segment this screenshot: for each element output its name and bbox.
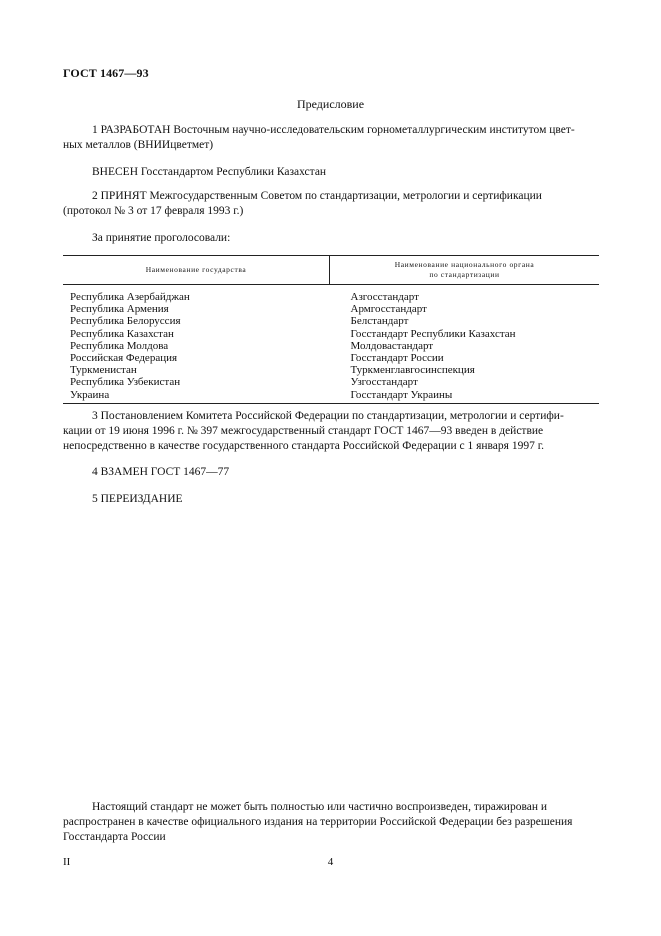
national-body-cell: Азгосстандарт <box>350 291 419 303</box>
state-name-cell: Республика Узбекистан <box>70 376 181 389</box>
copyright-notice-line2: распространен в качестве официального издания на территории Российской Федерации без разрешения <box>63 816 573 828</box>
national-body-cell: Узгосстандарт <box>350 376 418 389</box>
table-body <box>63 285 599 404</box>
table-row <box>63 328 599 340</box>
state-name-cell: Российская Федерация <box>70 352 178 365</box>
state-name-cell: Республика Казахстан <box>70 327 174 340</box>
paragraph-adopted-line2: (протокол № 3 от 17 февраля 1993 г.) <box>63 205 244 217</box>
table-row <box>63 389 599 404</box>
column-header-national-body-line1: Наименование национального органа <box>394 260 535 269</box>
state-name-cell: Республика Молдова <box>70 339 169 352</box>
state-name-cell: Туркменистан <box>70 364 137 377</box>
paragraph-voted: За принятие проголосовали: <box>92 232 231 244</box>
table-row <box>63 315 599 327</box>
paragraph-developed <box>63 123 599 153</box>
paragraph-resolution-line2: кации от 19 июня 1996 г. № 397 межгосударственный стандарт ГОСТ 1467—93 введен в действие <box>63 425 544 437</box>
paragraph-resolution-line1: 3 Постановлением Комитета Российской Федерации по стандартизации, метрологии и сертифи- <box>92 410 564 422</box>
page-number: 4 <box>327 856 334 868</box>
foreword-title: Предисловие <box>296 97 365 111</box>
paragraph-adopted <box>63 189 599 219</box>
paragraph-developed-line1: 1 РАЗРАБОТАН Восточным научно-исследовательским горнометаллургическим институтом цвет- <box>92 124 575 136</box>
table-header-row <box>63 256 599 285</box>
national-body-cell: Молдовастандарт <box>350 339 434 352</box>
national-body-cell: Госстандарт России <box>350 352 444 365</box>
table-row <box>63 376 599 388</box>
table-row <box>63 352 599 364</box>
state-name-cell: Республика Белоруссия <box>70 315 181 328</box>
paragraph-resolution <box>63 409 599 454</box>
state-name-cell: Республика Азербайджан <box>70 291 190 303</box>
table-row <box>63 285 599 304</box>
column-header-national-body-line2: по стандартизации <box>429 270 500 279</box>
table-row <box>63 303 599 315</box>
national-body-cell: Белстандарт <box>350 315 409 328</box>
table-row <box>63 340 599 352</box>
column-header-state: Наименование государства <box>63 256 330 285</box>
paragraph-adopted-line1: 2 ПРИНЯТ Межгосударственным Советом по стандартизации, метрологии и сертификации <box>92 190 542 202</box>
copyright-notice <box>63 800 599 845</box>
national-body-cell: Туркменглавгосинспекция <box>350 364 475 377</box>
column-header-national-body <box>330 256 600 285</box>
paragraph-developed-line2: ных металлов (ВНИИцветмет) <box>63 139 214 151</box>
paragraph-replaces: 4 ВЗАМЕН ГОСТ 1467—77 <box>92 466 230 478</box>
copyright-notice-line1: Настоящий стандарт не может быть полностью или частично воспроизведен, тиражирован и <box>92 801 548 813</box>
paragraph-reissue: 5 ПЕРЕИЗДАНИЕ <box>92 493 183 505</box>
national-body-cell: Армгосстандарт <box>350 303 427 316</box>
national-body-cell: Госстандарт Республики Казахстан <box>350 327 516 340</box>
paragraph-resolution-line3: непосредственно в качестве государственного стандарта Российской Федерации с 1 января 1997 г. <box>63 440 544 452</box>
paragraph-introduced: ВНЕСЕН Госстандартом Республики Казахстан <box>92 166 327 178</box>
document-id-header: ГОСТ 1467—93 <box>63 66 149 80</box>
state-name-cell: Республика Армения <box>70 303 169 316</box>
table-row <box>63 364 599 376</box>
national-body-cell: Госстандарт Украины <box>330 389 600 404</box>
state-name-cell: Украина <box>63 389 330 404</box>
footer-roman-numeral: II <box>63 856 71 868</box>
copyright-notice-line3: Госстандарта России <box>63 831 166 843</box>
voting-table <box>63 255 599 404</box>
